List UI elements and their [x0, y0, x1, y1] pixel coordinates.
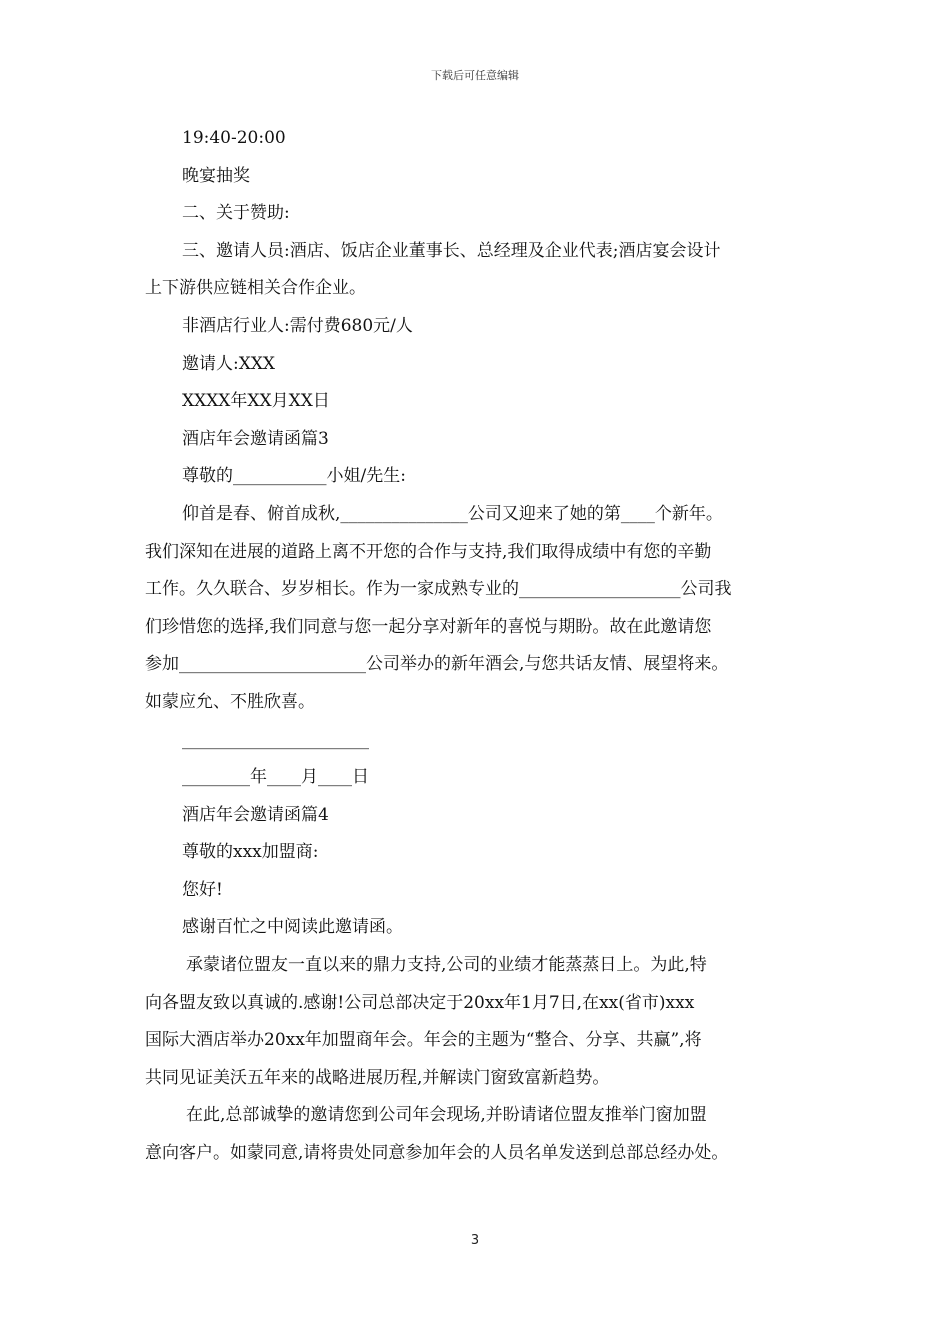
signature-blank: ______________________ — [182, 729, 369, 750]
text-line: 二、关于赞助: — [182, 203, 290, 224]
text-line: 感谢百忙之中阅读此邀请函。 — [182, 917, 403, 938]
text-line: 您好! — [182, 879, 223, 900]
text-line: 邀请人:XXX — [182, 353, 276, 374]
page-number: 3 — [470, 1233, 480, 1248]
page-header: 下载后可任意编辑 — [431, 69, 519, 82]
text-line: 仰首是春、俯首成秋,_______________公司又迎来了她的第____个新年。 — [182, 503, 723, 524]
text-line: 承蒙诸位盟友一直以来的鼎力支持,公司的业绩才能蒸蒸日上。为此,特 — [186, 955, 707, 976]
text-line: 我们深知在进展的道路上离不开您的合作与支持,我们取得成绩中有您的辛勤 — [145, 541, 712, 562]
text-line: 尊敬的xxx加盟商: — [182, 842, 319, 863]
text-line: 19:40-20:00 — [182, 128, 286, 148]
date-blank: ________年____月____日 — [182, 767, 369, 788]
text-line: 向各盟友致以真诚的.感谢!公司总部决定于20xx年1月7日,在xx(省市)xxx — [145, 992, 695, 1013]
text-line: 共同见证美沃五年来的战略进展历程,并解读门窗致富新趋势。 — [145, 1067, 610, 1088]
text-line: 非酒店行业人:需付费680元/人 — [182, 315, 413, 336]
text-line: 在此,总部诚挚的邀请您到公司年会现场,并盼请诸位盟友推举门窗加盟 — [186, 1105, 707, 1126]
text-line: XXXX年XX月XX日 — [182, 391, 330, 412]
text-line: 如蒙应允、不胜欣喜。 — [145, 691, 315, 712]
text-line: 意向客户。如蒙同意,请将贵处同意参加年会的人员名单发送到总部总经办处。 — [145, 1143, 729, 1164]
section-title: 酒店年会邀请函篇4 — [182, 804, 329, 825]
text-line: 上下游供应链相关合作企业。 — [145, 278, 366, 299]
text-line: 们珍惜您的选择,我们同意与您一起分享对新年的喜悦与期盼。故在此邀请您 — [145, 616, 712, 637]
text-line: 晚宴抽奖 — [182, 165, 250, 186]
text-line: 三、邀请人员:酒店、饭店企业董事长、总经理及企业代表;酒店宴会设计 — [182, 240, 721, 261]
text-line: 工作。久久联合、岁岁相长。作为一家成熟专业的___________________公司我 — [145, 579, 732, 600]
text-line: 参加______________________公司举办的新年酒会,与您共话友情、展望将来。 — [145, 654, 729, 675]
section-title: 酒店年会邀请函篇3 — [182, 428, 329, 449]
text-line: 国际大酒店举办20xx年加盟商年会。年会的主题为“整合、分享、共赢”,将 — [145, 1030, 702, 1051]
text-line: 尊敬的___________小姐/先生: — [182, 466, 406, 487]
document-body — [145, 127, 825, 1180]
